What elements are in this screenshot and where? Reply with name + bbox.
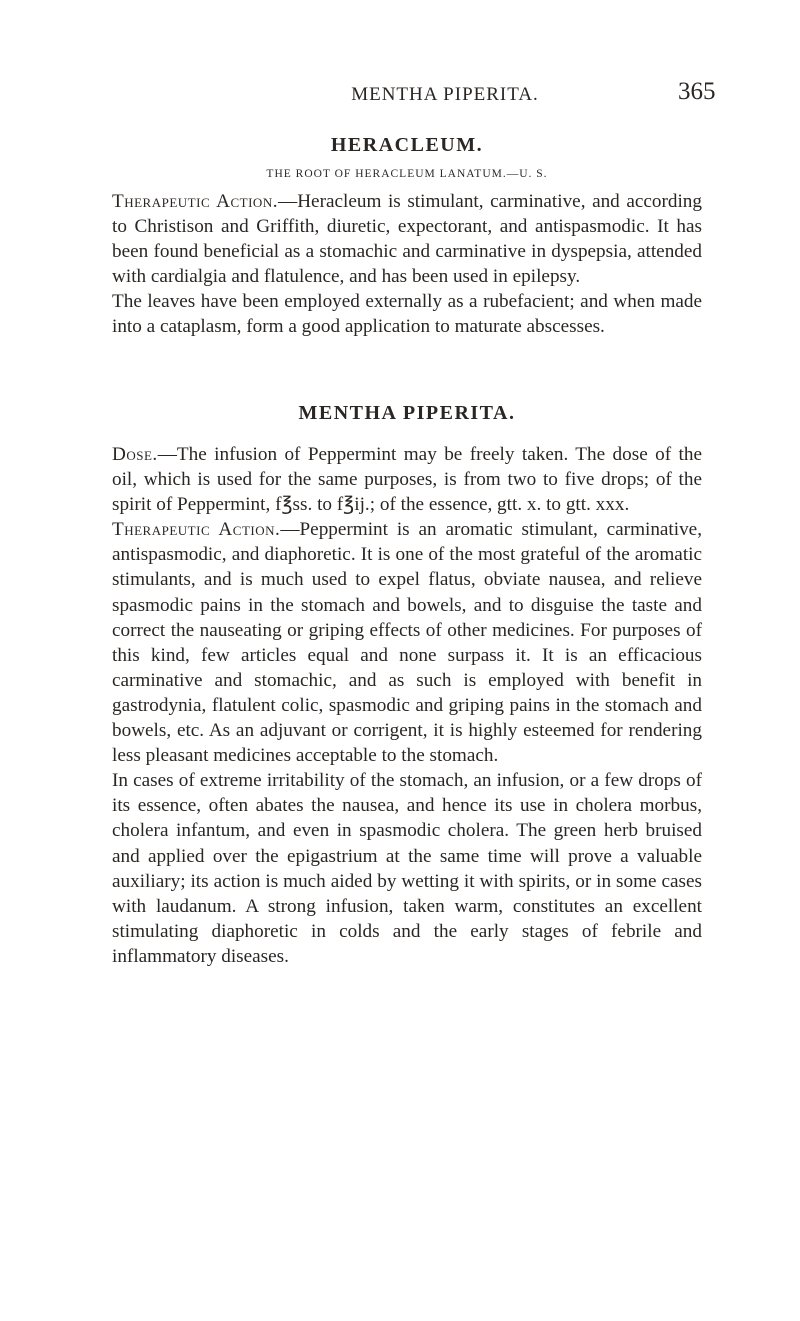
running-head: MENTHA PIPERITA. (351, 84, 539, 105)
heracleum-therapeutic-paragraph (112, 189, 702, 289)
heracleum-leaves-paragraph: The leaves have been employed externally as a rubefacient; and when made into a cataplasm, form a good application to maturate abscesses. (112, 291, 702, 338)
page-number: 365 (678, 78, 716, 105)
mentha-therapeutic-text: —Peppermint is an aromatic stimulant, carminative, antispasmodic, and diaphoretic. It is one of the most grateful of the aromatic stimulants, and is much used to expel flatus, obviate nausea, and relieve spasmodic pains in the stomach and bowels, and to disguise the taste and correct the nauseating or griping effects of other medicines. For purposes of this kind, few articles equal and none surpass it. It is an efficacious carminative and stomachic, and as such is employed with benefit in gastrodynia, flatulent colic, spasmodic and griping pains in the stomach and bowels, etc. As an adjuvant or corrigent, it is highly esteemed for rendering less pleasant medicines acceptable to the stomach. (112, 519, 703, 767)
mentha-cases-paragraph: In cases of extreme irritability of the stomach, an infusion, or a few drops of its essence, often abates the nausea, and hence its use in cholera morbus, cholera infantum, and even in spasmodic cholera. The green herb bruised and applied over the epigastrium at the same time will prove a valuable auxiliary; its action is much aided by wetting it with spirits, or in some cases with laudanum. A strong infusion, taken warm, constitutes an excellent stimulating diaphoretic in colds and the early stages of febrile and inflammatory diseases. (112, 770, 702, 967)
mentha-therapeutic-lead: Therapeutic Action. (112, 519, 281, 541)
mentha-dose-paragraph (112, 442, 702, 517)
heracleum-therapeutic-text: —Heracleum is stimulant, carminative, and according to Christison and Griffith, diuretic, expectorant, and antispasmodic. It has been found beneficial as a stomachic and carminative in dyspepsia, attended with cardialgia and flatulence, and has been used in epilepsy. (112, 191, 702, 288)
heracleum-therapeutic-lead: Therapeutic Action. (112, 191, 279, 212)
mentha-dose-text: —The infusion of Peppermint may be freely taken. The dose of the oil, which is used for the same purposes, is from two to five drops; of the spirit of Peppermint, f℥ss. to f℥ij.; of the essence, gtt. x. to gtt. xxx. (112, 444, 702, 516)
mentha-therapeutic-paragraph (112, 517, 702, 768)
heracleum-title: HERACLEUM. (330, 134, 484, 156)
heracleum-section (112, 134, 702, 340)
mentha-dose-lead: Dose. (112, 444, 158, 465)
mentha-title: MENTHA PIPERITA. (298, 402, 516, 424)
heracleum-subtitle: THE ROOT OF HERACLEUM LANATUM.—U. S. (266, 168, 548, 180)
mentha-section (112, 402, 702, 969)
